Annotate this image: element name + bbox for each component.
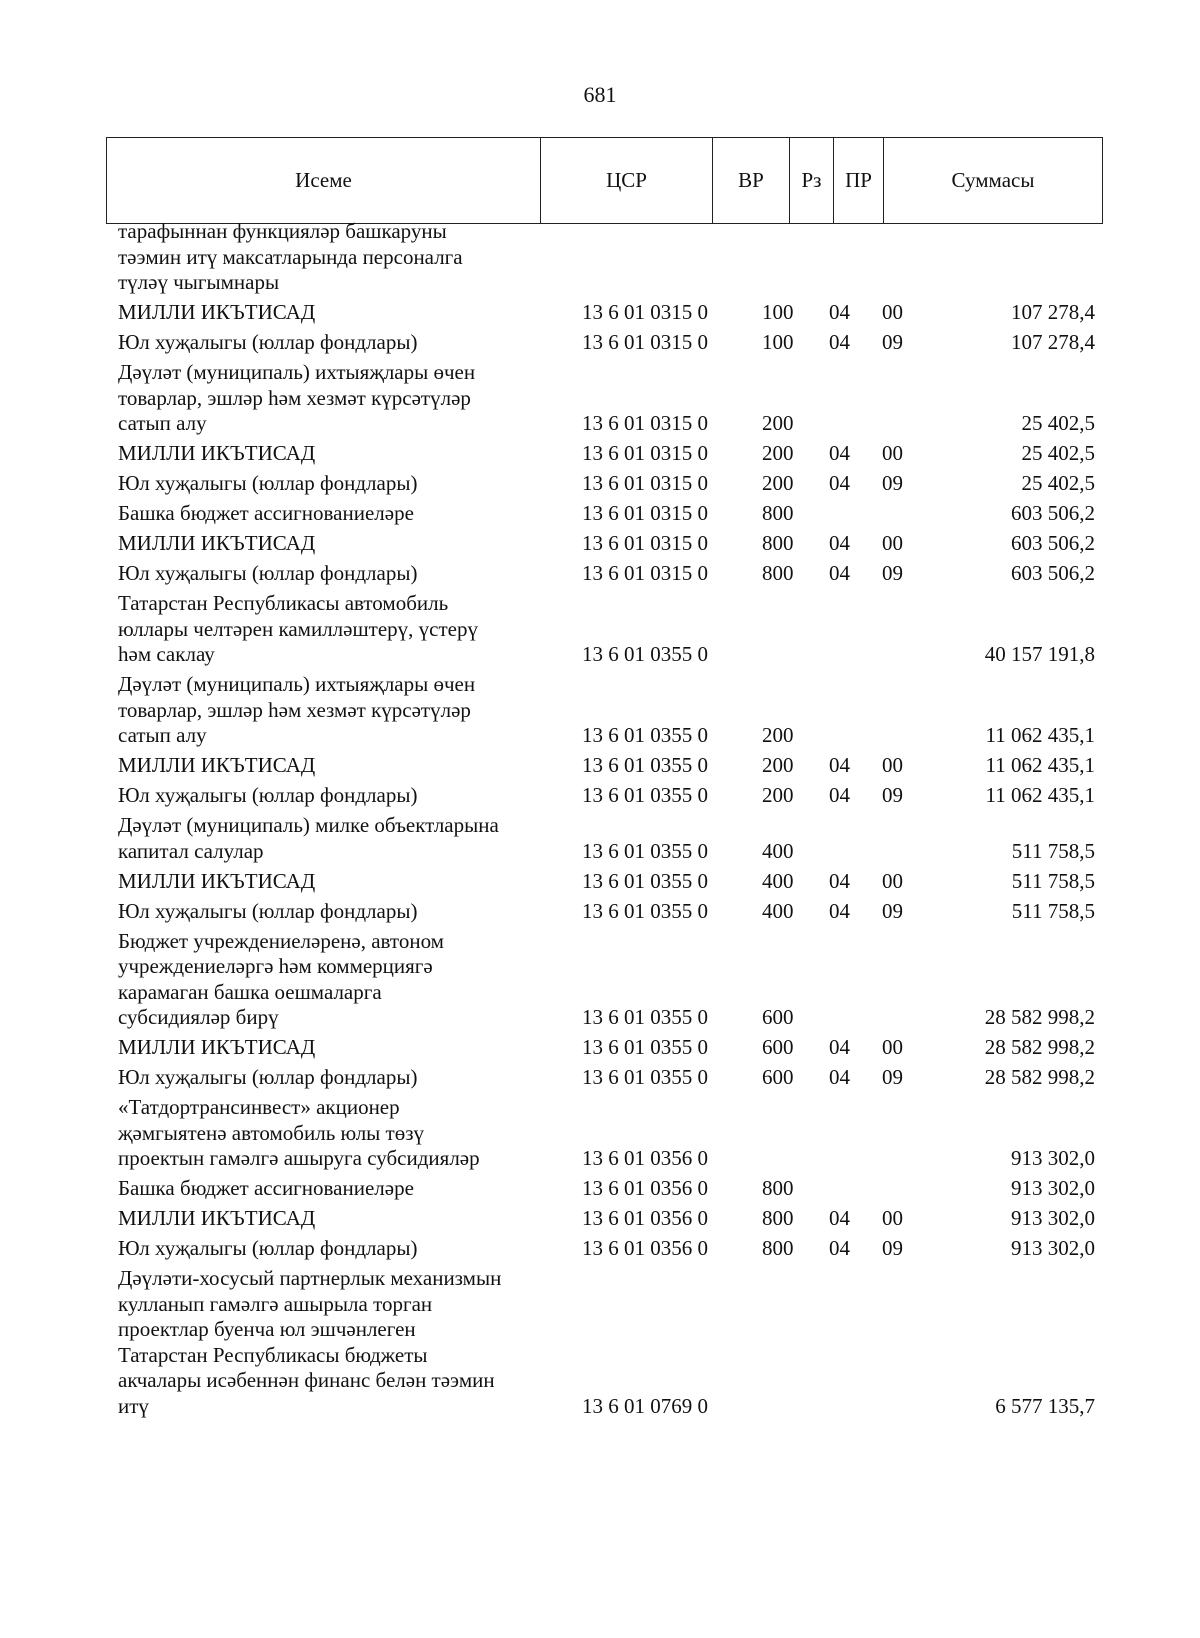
row-name-line: МИЛЛИ ИКЪТИСАД [118,868,316,893]
row-name [118,929,552,1031]
row-csr: 13 6 01 0356 0 [582,1236,708,1260]
row-sum: 11 062 435,1 [985,723,1095,747]
row-name-line: «Татдортрансинвест» акционер [118,1095,400,1119]
row-name-line: сатып алу [118,723,207,747]
row-name [118,360,552,437]
row-vr: 100 [762,300,794,324]
table-row [0,1206,1200,1236]
row-name [118,1095,552,1172]
row-rz: 04 [829,1206,850,1230]
row-name-line: карамаган башка оешмаларга [118,979,382,1004]
row-name-line: Юл хуҗалыгы (юллар фондлары) [118,1065,418,1089]
row-name-line: Дәүләти-хосусый партнерлык механизмын [118,1266,502,1290]
row-vr: 800 [762,1236,794,1260]
row-name-line: Юл хуҗалыгы (юллар фондлары) [118,561,418,585]
row-name-line: итү [118,1393,149,1418]
row-name-line: Юл хуҗалыгы (юллар фондлары) [118,898,418,923]
row-name-line: Бюджет учреждениеләренә, автоном [118,928,444,953]
row-sum: 603 506,2 [1011,531,1095,555]
row-csr: 13 6 01 0355 0 [582,1065,708,1089]
row-name [118,219,552,296]
row-vr: 600 [762,1065,794,1089]
row-sum: 913 302,0 [1011,1236,1095,1260]
row-vr: 600 [762,1035,794,1059]
row-sum: 25 402,5 [1021,471,1095,495]
row-vr: 800 [762,1206,794,1230]
row-csr: 13 6 01 0315 0 [582,531,708,555]
row-sum: 40 157 191,8 [984,642,1095,666]
row-name [118,1266,552,1419]
row-name [118,471,552,497]
row-name-line: МИЛЛИ ИКЪТИСАД [118,300,316,324]
row-name-line: проектын гамәлгә ашыруга субсидияләр [118,1146,480,1170]
row-csr: 13 6 01 0355 0 [582,753,708,777]
table-row [0,1176,1200,1206]
row-rz: 04 [829,1035,850,1059]
row-name-line: Юл хуҗалыгы (юллар фондлары) [118,783,418,807]
row-sum: 913 302,0 [1011,1146,1095,1170]
row-sum: 25 402,5 [1021,411,1095,435]
row-rz: 04 [829,300,850,324]
row-vr: 100 [762,330,794,354]
row-pr: 09 [882,471,903,495]
row-csr: 13 6 01 0315 0 [582,300,708,324]
row-csr: 13 6 01 0355 0 [582,1035,708,1059]
row-name-line: түләү чыгымнары [118,270,280,294]
row-vr: 200 [762,783,794,807]
row-name-line: Башка бюджет ассигнованиеләре [118,1176,414,1200]
row-sum: 107 278,4 [1011,330,1095,354]
row-name-line: Юл хуҗалыгы (юллар фондлары) [118,471,418,495]
table-row [0,360,1200,441]
row-name [118,753,552,779]
row-name [118,1035,552,1061]
row-name-line: юллары челтәрен камилләштерү, үстерү [118,616,478,641]
row-name-line: җәмгыятенә автомобиль юлы төзү [118,1120,425,1145]
row-csr: 13 6 01 0315 0 [582,471,708,495]
row-pr: 09 [882,561,903,585]
table-row [0,1266,1200,1424]
table-row [0,501,1200,531]
row-name [118,441,552,467]
row-name-line: МИЛЛИ ИКЪТИСАД [118,1206,316,1230]
row-name-line: МИЛЛИ ИКЪТИСАД [118,531,316,555]
table-row [0,1236,1200,1266]
row-rz: 04 [829,783,850,807]
row-name-line: Дәүләт (муниципаль) милке объектларына [118,813,499,837]
row-csr: 13 6 01 0355 0 [582,1005,708,1029]
row-rz: 04 [829,531,850,555]
row-name-line: МИЛЛИ ИКЪТИСАД [118,1035,316,1059]
row-sum: 11 062 435,1 [985,753,1095,777]
table-row [0,561,1200,591]
row-pr: 00 [882,441,903,465]
row-vr: 400 [762,868,794,893]
row-vr: 200 [762,723,794,747]
row-csr: 13 6 01 0355 0 [582,868,708,893]
table-row [0,813,1200,869]
table-row [0,531,1200,561]
row-name [118,672,552,749]
row-vr: 800 [762,561,794,585]
row-sum: 28 582 998,2 [984,1065,1095,1089]
table-row [0,929,1200,1036]
row-sum: 603 506,2 [1011,561,1095,585]
row-vr: 400 [762,838,794,863]
row-rz: 04 [829,471,850,495]
row-name-line: проектлар буенча юл эшчәнлеген [118,1317,416,1341]
row-csr: 13 6 01 0315 0 [582,330,708,354]
row-name [118,783,552,809]
row-name [118,1176,552,1202]
row-name-line: акчалары исәбеннән финанс белән тәэмин [118,1368,495,1392]
header-vr: ВР [713,138,790,223]
row-name-line: һәм саклау [118,642,215,666]
table-row [0,899,1200,929]
row-rz: 04 [829,1236,850,1260]
table-row [0,1065,1200,1095]
row-csr: 13 6 01 0355 0 [582,783,708,807]
row-vr: 200 [762,441,794,465]
row-sum: 603 506,2 [1011,501,1095,525]
table-row [0,753,1200,783]
row-csr: 13 6 01 0356 0 [582,1176,708,1200]
row-sum: 28 582 998,2 [984,1005,1095,1029]
row-rz: 04 [829,561,850,585]
row-csr: 13 6 01 0315 0 [582,501,708,525]
row-name-line: Юл хуҗалыгы (юллар фондлары) [118,330,418,354]
row-sum: 913 302,0 [1011,1176,1095,1200]
row-pr: 00 [882,531,903,555]
row-name [118,501,552,527]
header-sum: Суммасы [951,168,1035,192]
row-pr: 00 [882,1035,903,1059]
row-pr: 09 [882,1065,903,1089]
row-sum: 913 302,0 [1011,1206,1095,1230]
row-pr: 00 [882,753,903,777]
row-pr: 00 [882,868,903,893]
row-vr: 200 [762,411,794,435]
table-row [0,869,1200,899]
row-csr: 13 6 01 0356 0 [582,1146,708,1170]
row-name [118,1236,552,1262]
row-sum: 511 758,5 [1011,898,1095,923]
row-name [118,330,552,356]
row-sum: 25 402,5 [1021,441,1095,465]
row-pr: 09 [882,783,903,807]
row-name [118,300,552,326]
table-row [0,441,1200,471]
row-rz: 04 [829,898,850,923]
row-csr: 13 6 01 0355 0 [582,838,708,863]
row-name-line: Дәүләт (муниципаль) ихтыяҗлары өчен [118,672,476,696]
table-row [0,1035,1200,1065]
row-csr: 13 6 01 0315 0 [582,441,708,465]
row-pr: 09 [882,898,903,923]
row-name-line: товарлар, эшләр һәм хезмәт күрсәтүләр [118,385,471,410]
table-row [0,591,1200,672]
table-row [0,330,1200,360]
row-name-line: субсидияләр бирү [118,1005,279,1029]
row-name [118,1206,552,1232]
row-name-line: МИЛЛИ ИКЪТИСАД [118,753,316,777]
row-name-line: МИЛЛИ ИКЪТИСАД [118,441,316,465]
row-rz: 04 [829,330,850,354]
row-vr: 400 [762,898,794,923]
row-name [118,899,552,925]
table-row [0,300,1200,330]
row-rz: 04 [829,868,850,893]
row-name-line: кулланып гамәлгә ашырыла торган [118,1291,433,1316]
row-csr: 13 6 01 0356 0 [582,1206,708,1230]
row-sum: 6 577 135,7 [995,1393,1095,1418]
row-name-line: Татарстан Республикасы автомобиль [118,591,449,615]
row-csr: 13 6 01 0355 0 [582,642,708,666]
row-name-line: тәэмин итү максатларында персоналга [118,244,463,269]
row-name-line: Дәүләт (муниципаль) ихтыяҗлары өчен [118,360,476,384]
row-vr: 800 [762,501,794,525]
table-row [0,471,1200,501]
row-name [118,813,552,864]
row-rz: 04 [829,441,850,465]
row-sum: 11 062 435,1 [985,783,1095,807]
row-vr: 800 [762,531,794,555]
row-sum: 511 758,5 [1011,838,1095,863]
row-name-line: сатып алу [118,411,207,435]
row-csr: 13 6 01 0769 0 [582,1393,708,1418]
row-rz: 04 [829,1065,850,1089]
header-name: Исеме [107,138,541,223]
page-number: 681 [583,82,617,107]
row-name [118,1065,552,1091]
row-rz: 04 [829,753,850,777]
table-row [0,219,1200,300]
row-pr: 09 [882,330,903,354]
row-vr: 200 [762,471,794,495]
row-vr: 800 [762,1176,794,1200]
row-name-line: Татарстан Республикасы бюджеты [118,1342,428,1367]
table-row [0,672,1200,753]
row-vr: 600 [762,1005,794,1029]
row-sum: 28 582 998,2 [984,1035,1095,1059]
row-pr: 00 [882,1206,903,1230]
row-name [118,561,552,587]
row-vr: 200 [762,753,794,777]
row-pr: 00 [882,300,903,324]
table-row [0,783,1200,813]
row-name [118,591,552,668]
row-name-line: капитал салулар [118,838,264,863]
row-pr: 09 [882,1236,903,1260]
row-csr: 13 6 01 0315 0 [582,411,708,435]
row-name [118,869,552,895]
row-name-line: учреждениеләргә һәм коммерциягә [118,954,433,978]
row-sum: 511 758,5 [1011,868,1095,893]
row-name [118,531,552,557]
row-name-line: тарафыннан функцияләр башкаруны [118,219,447,243]
row-csr: 13 6 01 0315 0 [582,561,708,585]
header-csr: ЦСР [541,138,713,223]
table-header [106,137,1103,224]
table-row [0,1095,1200,1176]
row-csr: 13 6 01 0355 0 [582,898,708,923]
row-csr: 13 6 01 0355 0 [582,723,708,747]
header-rz: Рз [790,138,834,223]
row-sum: 107 278,4 [1011,300,1095,324]
row-name-line: Башка бюджет ассигнованиеләре [118,501,414,525]
header-pr: ПР [834,138,884,223]
row-name-line: товарлар, эшләр һәм хезмәт күрсәтүләр [118,697,471,722]
row-name-line: Юл хуҗалыгы (юллар фондлары) [118,1236,418,1260]
